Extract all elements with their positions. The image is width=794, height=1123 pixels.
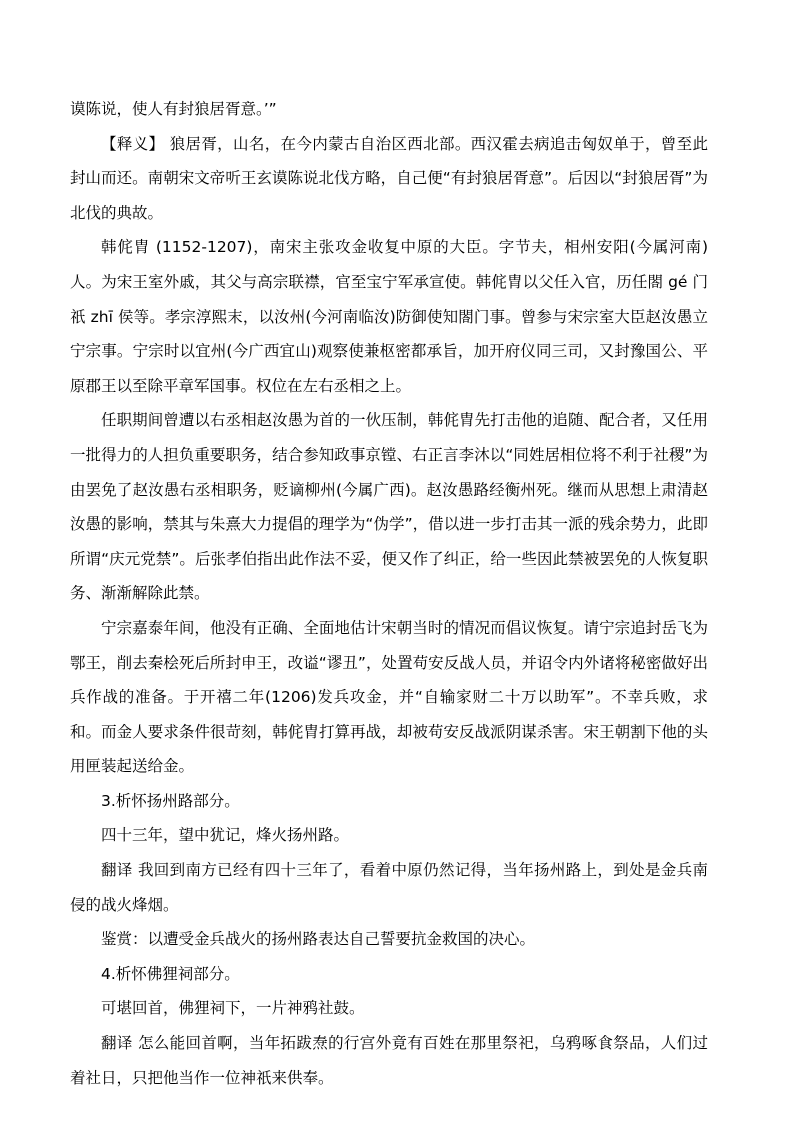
poem-line-folici: 可堪回首，佛狸祠下，一片神鸦社鼓。 [101,999,365,1018]
appreciation-yangzhou: 鉴赏：以遭受金兵战火的扬州路表达自己誓要抗金救国的决心。 [101,930,536,949]
paragraph-han-tuozhou-bio: 韩侂胄 (1152-1207)，南宋主张攻金收复中原的大臣。字节夫，相州安阳(今属河南)人。为宋王室外戚，其父与高宗联襟，官至宝宁军承宣使。韩侂胄以父任入官，历任閤 gé 门祇 zhī 侯等。孝宗淳熙末，以汝州(今河南临汝)防御使知閤门事。曾参与宋宗室大臣赵汝愚立宁宗事。宁宗时以宜州(今广西宜山)观察使兼枢密都承旨，加开府仪同三司，又封豫国公、平原郡王以至除平章军国事。权位在左右丞相之上。 [70,238,708,395]
poem-line-yangzhou: 四十三年，望中犹记，烽火扬州路。 [101,826,350,845]
paragraph-han-tuozhou-war: 宁宗嘉泰年间，他没有正确、全面地估计宋朝当时的情况而倡议恢复。请宁宗追封岳飞为鄂王，削去秦桧死后所封申王，改谥“谬丑”，处置苟安反战人员，并诏令内外诸将秘密做好出兵作战的准备。于开禧二年(1206)发兵攻金，并“自输家财二十万以助军”。不幸兵败，求和。而金人要求条件很苛刻，韩侂胄打算再战，却被苟安反战派阴谋杀害。宋王朝割下他的头用匣装起送给金。 [70,618,708,776]
translation-yangzhou: 翻译 我回到南方已经有四十三年了，看着中原仍然记得，当年扬州路上，到处是金兵南侵的战火烽烟。 [70,861,708,914]
translation-folici: 翻译 怎么能回首啊，当年拓跋焘的行宫外竟有百姓在那里祭祀，乌鸦啄食祭品，人们过着社日，只把他当作一位神祇来供奉。 [70,1034,708,1087]
section-heading-folici: 4.析怀佛狸祠部分。 [101,964,240,983]
paragraph-definition: 【释义】 狼居胥，山名，在今内蒙古自治区西北部。西汉霍去病追击匈奴单于，曾至此封山而还。南朝宋文帝听王玄谟陈说北伐方略，自己便“有封狼居胥意”。后因以“封狼居胥”为北伐的典故。 [70,134,708,222]
section-heading-yangzhou: 3.析怀扬州路部分。 [101,791,240,810]
paragraph-continuation: 谟陈说，使人有封狼居胥意。’” [70,100,277,118]
paragraph-han-tuozhou-office: 任职期间曾遭以右丞相赵汝愚为首的一伙压制，韩侂胄先打击他的追随、配合者，又任用一批得力的人担负重要职务，结合参知政事京镗、右正言李沐以“同姓居相位将不利于社稷”为由罢免了赵汝愚右丞相职务，贬谪柳州(今属广西)。赵汝愚路经衡州死。继而从思想上肃清赵汝愚的影响，禁其与朱熹大力提倡的理学为“伪学”，借以进一步打击其一派的残余势力，此即所谓“庆元党禁”。后张孝伯指出此作法不妥，便又作了纠正，给一些因此禁被罢免的人恢复职务、渐渐解除此禁。 [70,411,708,603]
